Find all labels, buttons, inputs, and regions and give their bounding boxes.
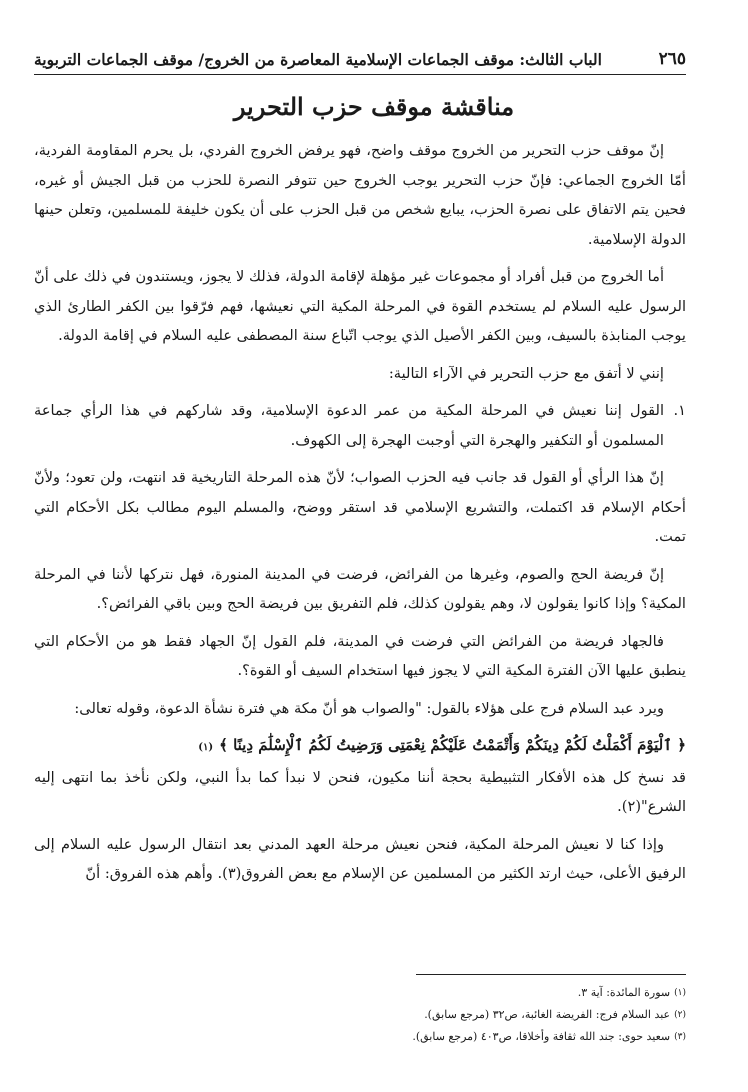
footnote [300,982,686,1004]
footnotes [300,982,686,1048]
footnote [300,1004,686,1026]
item-text: القول إننا نعيش في المرحلة المكية من عمر الدعوة الإسلامية، وقد شاركهم في هذا الرأي جماعة المسلمون أو التكفير والهجرة التي أوجبت الهجرة إلى الكهوف. [34,402,664,449]
paragraph: ويرد عبد السلام فرج على هؤلاء بالقول: "والصواب هو أنّ مكة هي فترة نشأة الدعوة، وقوله تعالى: [74,699,664,717]
paragraph: إنني لا أتفق مع حزب التحرير في الآراء التالية: [388,364,664,382]
footnote-text: سورة المائدة: آية ٣. [577,986,671,999]
quran-verse-text: ﴿ ٱلْيَوْمَ أَكْمَلْتُ لَكُمْ دِينَكُمْ وَأَتْمَمْتُ عَلَيْكُمْ نِعْمَتِى وَرَضِيتُ لَكُمُ ٱلْإِسْلَٰمَ دِينًا ﴾ [219,736,686,754]
paragraph: إنّ فريضة الحج والصوم، وغيرها من الفرائض، فرضت في المدينة المنورة، فهل نتركها لأننا في المرحلة المكية؟ وإذا كانوا يقولون لا، وهم يقولون كذلك، فلم التفريق بين فريضة الحج وبين باقي الفرائض؟. [34,565,686,612]
footnote-ref: (١) [198,742,214,753]
footnote-number: (٣) [674,1032,686,1042]
footnote-text: عبد السلام فرج: الفريضة الغائبة، ص٣٢ (مرجع سابق). [424,1008,671,1021]
footnote-number: (٢) [674,1010,686,1020]
paragraph: قد نسخ كل هذه الأفكار التثبيطية بحجة أننا مكيون، فنحن لا نبدأ كما بدأ النبي، ولكن نأخذ بما انتهى إليه الشرع"(٢). [34,768,686,815]
body-text [34,136,686,897]
paragraph: أما الخروج من قبل أفراد أو مجموعات غير مؤهلة لإقامة الدولة، فذلك لا يجوز، ويستندون في ذلك على أنّ الرسول عليه السلام لم يستخدم القوة في المرحلة المكية التي نعيشها، فهم فرّقوا بين الكفر الطارئ الذي يوجب المنابذة بالسيف، وبين الكفر الأصيل الذي يوجب اتّباع سنة المصطفى عليه السلام في إقامة الدولة. [34,268,686,344]
footnote-separator [416,974,686,975]
page-number: ٢٦٥ [658,49,686,69]
footnote [300,1026,686,1048]
paragraph: إنّ هذا الرأي أو القول قد جانب فيه الحزب الصواب؛ لأنّ هذه المرحلة التاريخية قد انتهت، ولن تعود؛ ولأنّ أحكام الإسلام قد اكتملت، والتشريع الإسلامي قد استقر ووضح، والمسلم اليوم مطالب بكل الأحكام التي تمت. [34,469,686,545]
running-header-title: الباب الثالث: موقف الجماعات الإسلامية المعاصرة من الخروج/ موقف الجماعات التربوية [34,49,602,69]
item-number: ١. [673,402,686,419]
section-heading: مناقشة موقف حزب التحرير [233,92,515,121]
numbered-item [34,396,686,455]
footnote-number: (١) [674,988,686,998]
running-header [34,44,686,75]
paragraph: فالجهاد فريضة من الفرائض التي فرضت في المدينة، فلم القول إنّ الجهاد فقط هو من الأحكام التي ينطبق عليها الآن الفترة المكية التي لا يجوز فيها استخدام السيف أو القوة؟. [34,632,686,679]
paragraph: وإذا كنا لا نعيش المرحلة المكية، فنحن نعيش مرحلة العهد المدني بعد انتقال الرسول عليه السلام إلى الرفيق الأعلى، حيث ارتد الكثير من المسلمين عن الإسلام مع بعض الفروق(٣). وأهم هذه الفروق: أنّ [34,835,686,882]
paragraph: إنّ موقف حزب التحرير من الخروج موقف واضح، فهو يرفض الخروج الفردي، بل يحرم المقاومة الفردية، أمّا الخروج الجماعي: فإنّ حزب التحرير يوجب الخروج حين تتوفر النصرة للحزب من قبل الجيش أو غيره، فحين يتم الاتفاق على نصرة الحزب، يبايع شخص من قبل الحزب على أن يكون خليفة للمسلمين، وتعلن حينها الدولة الإسلامية. [34,142,686,248]
quran-verse [34,731,686,763]
footnote-text: سعيد حوى: جند الله ثقافة وأخلاقا، ص٤٠٣ (مرجع سابق). [412,1030,671,1043]
